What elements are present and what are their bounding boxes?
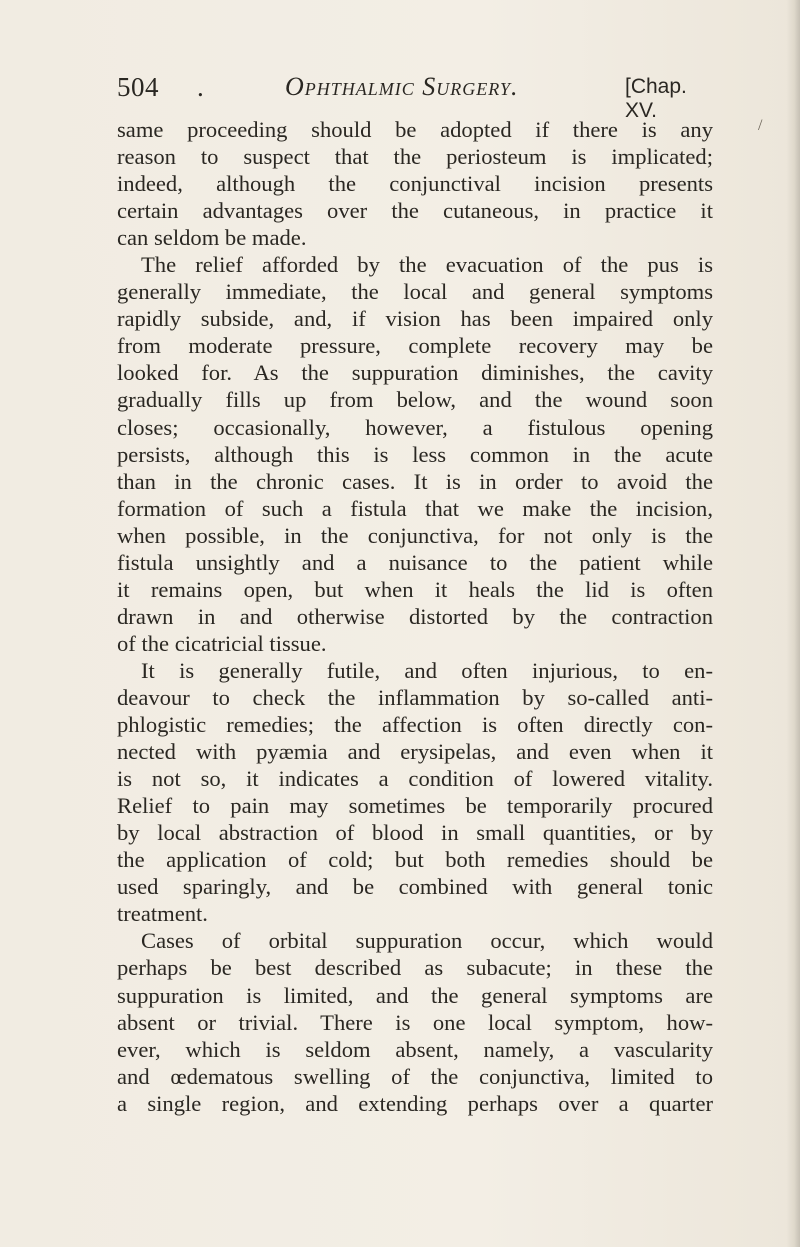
text-line: generally immediate, the local and general symptoms	[117, 279, 713, 305]
text-line: deavour to check the inflammation by so-called anti-	[117, 684, 713, 710]
chapter-label: [Chap. XV.	[625, 75, 687, 122]
text-line: indeed, although the conjunctival incision presents	[117, 171, 713, 197]
text-line: from moderate pressure, complete recovery may be	[117, 333, 713, 359]
margin-mark: /	[758, 117, 763, 134]
text-line: used sparingly, and be combined with general tonic	[117, 874, 713, 900]
text-line: It is generally futile, and often injurious, to en-	[141, 657, 713, 683]
page-edge-shadow	[786, 0, 800, 1247]
text-line: phlogistic remedies; the affection is often directly con-	[117, 712, 713, 738]
page-header	[117, 72, 717, 122]
body-text	[117, 116, 713, 1117]
text-line: persists, although this is less common in the acute	[117, 441, 713, 467]
text-line: reason to suspect that the periosteum is implicated;	[117, 144, 713, 170]
text-line: treatment.	[117, 901, 208, 927]
running-title: Ophthalmic Surgery.	[285, 72, 519, 101]
text-line: the application of cold; but both remedies should be	[117, 847, 713, 873]
text-line: rapidly subside, and, if vision has been impaired only	[117, 306, 713, 332]
text-line: looked for. As the suppuration diminishes, the cavity	[117, 360, 713, 386]
text-line: it remains open, but when it heals the lid is often	[117, 576, 713, 602]
text-line: fistula unsightly and a nuisance to the patient while	[117, 549, 713, 575]
text-line: Cases of orbital suppuration occur, which would	[141, 928, 713, 954]
header-separator: .	[197, 72, 205, 102]
text-line: gradually fills up from below, and the wound soon	[117, 387, 713, 413]
text-line: of the cicatricial tissue.	[117, 630, 327, 656]
text-line: by local abstraction of blood in small quantities, or by	[117, 820, 713, 846]
text-line: The relief afforded by the evacuation of the pus is	[141, 252, 713, 278]
text-line: same proceeding should be adopted if there is any	[117, 117, 713, 142]
text-line: perhaps be best described as subacute; in these the	[117, 955, 713, 981]
text-line: nected with pyæmia and erysipelas, and even when it	[117, 739, 713, 765]
text-line: and œdematous swelling of the conjunctiva, limited to	[117, 1063, 713, 1089]
text-line: a single region, and extending perhaps over a quarter	[117, 1090, 713, 1116]
text-line: closes; occasionally, however, a fistulous opening	[117, 414, 713, 440]
text-line: can seldom be made.	[117, 225, 307, 251]
text-line: than in the chronic cases. It is in order to avoid the	[117, 468, 713, 494]
text-line: formation of such a fistula that we make the incision,	[117, 495, 713, 521]
text-line: certain advantages over the cutaneous, in practice it	[117, 198, 713, 224]
text-line: absent or trivial. There is one local symptom, how-	[117, 1009, 713, 1035]
text-line: is not so, it indicates a condition of lowered vitality.	[117, 766, 713, 792]
text-line: Relief to pain may sometimes be temporarily procured	[117, 793, 713, 819]
text-line: drawn in and otherwise distorted by the contraction	[117, 603, 713, 629]
page-number: 504	[117, 72, 159, 102]
text-line: suppuration is limited, and the general symptoms are	[117, 982, 713, 1008]
text-line: when possible, in the conjunctiva, for not only is the	[117, 522, 713, 548]
text-line: ever, which is seldom absent, namely, a vascularity	[117, 1036, 713, 1062]
